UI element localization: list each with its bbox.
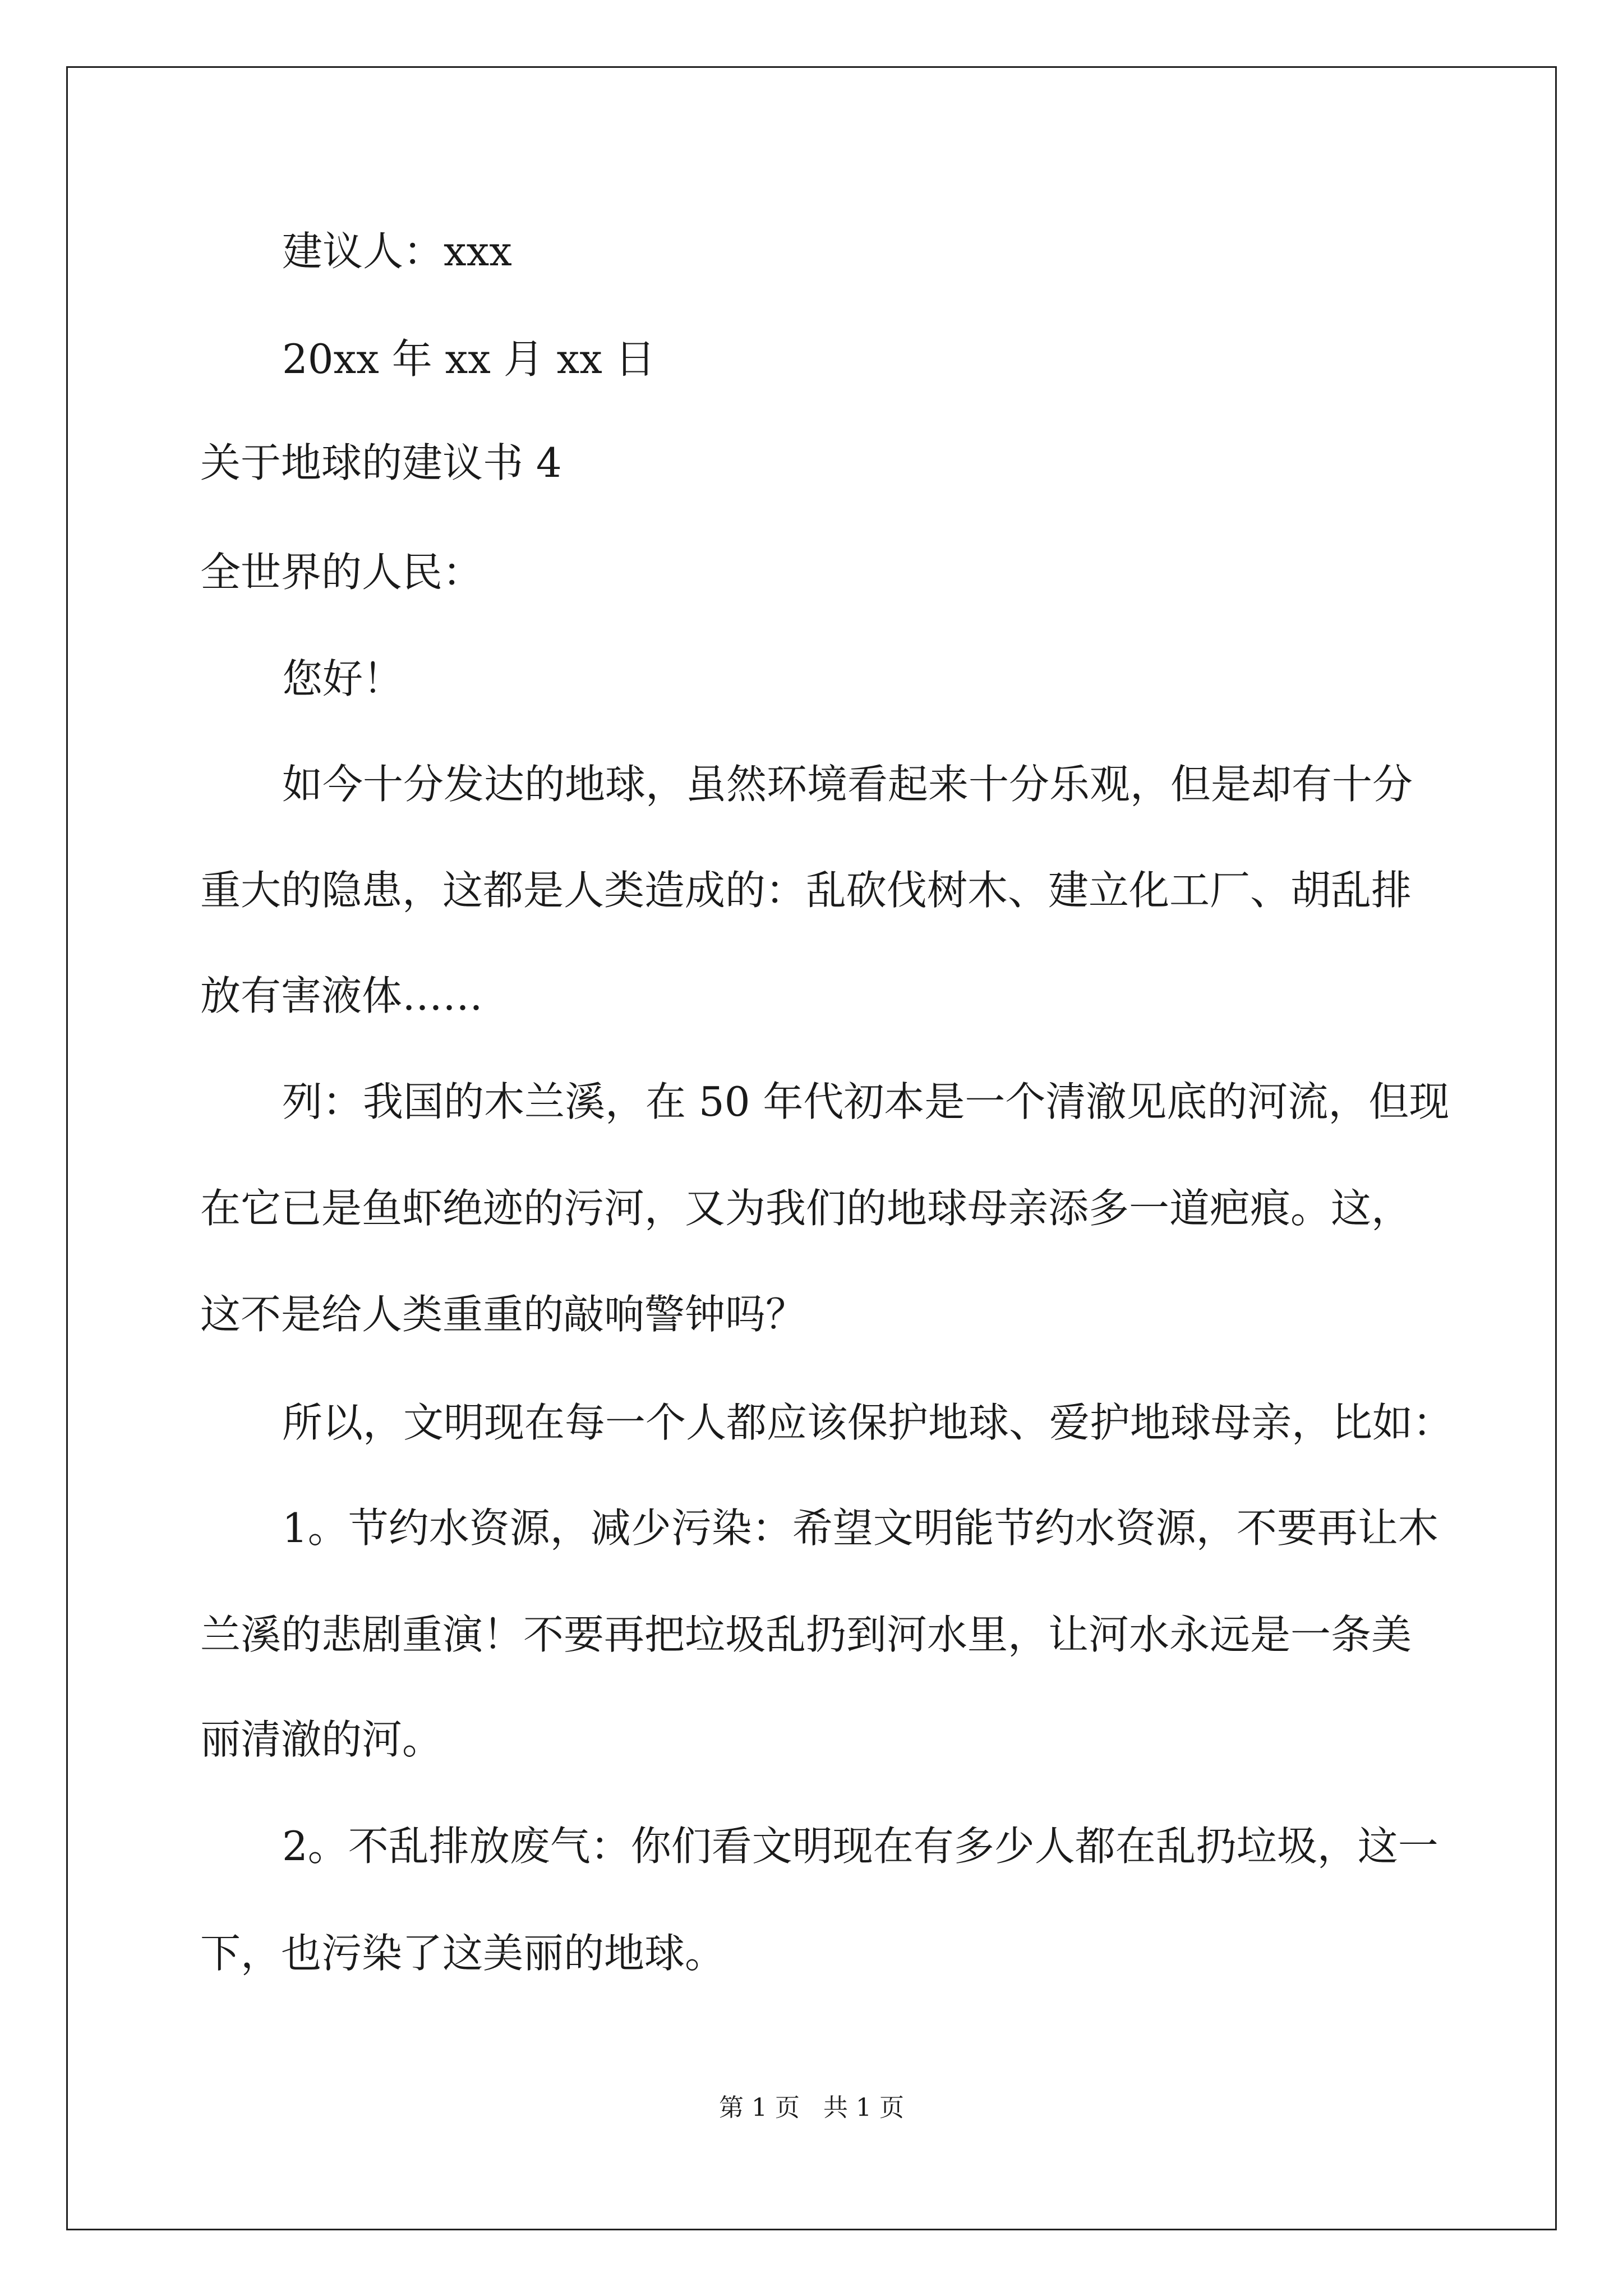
paragraph-line: 放有害液体…… [200, 972, 483, 1019]
paragraph-line: 这不是给人类重重的敲响警钟吗？ [200, 1291, 806, 1338]
salutation: 全世界的人民： [200, 549, 483, 596]
paragraph-line: 列：我国的木兰溪，在 50 年代初本是一个清澈见底的河流，但现 [282, 1078, 1450, 1125]
list-item-line: 下，也污染了这美丽的地球。 [200, 1930, 726, 1977]
paragraph-line: 在它已是鱼虾绝迹的污河，又为我们的地球母亲添多一道疤痕。这， [200, 1185, 1412, 1232]
paragraph-line: 如今十分发达的地球，虽然环境看起来十分乐观，但是却有十分 [282, 761, 1413, 808]
paragraph-line: 重大的隐患，这都是人类造成的：乱砍伐树木、建立化工厂、胡乱排 [200, 867, 1412, 914]
greeting: 您好！ [282, 655, 404, 702]
date-line: 20xx 年 xx 月 xx 日 [282, 335, 656, 383]
list-item-line: 丽清澈的河。 [200, 1716, 443, 1763]
page-number-footer: 第 1 页 共 1 页 [719, 2093, 904, 2122]
paragraph-line: 所以，文明现在每一个人都应该保护地球、爱护地球母亲，比如： [282, 1399, 1454, 1446]
list-item-line: 兰溪的悲剧重演！不要再把垃圾乱扔到河水里，让河水永远是一条美 [200, 1611, 1412, 1658]
page-border [66, 66, 1557, 2230]
list-item-line: 1。节约水资源，减少污染：希望文明能节约水资源，不要再让木 [282, 1504, 1438, 1552]
list-item-line: 2。不乱排放废气：你们看文明现在有多少人都在乱扔垃圾，这一 [282, 1823, 1438, 1870]
signer-line: 建议人：xxx [282, 228, 512, 275]
section-title: 关于地球的建议书 4 [200, 439, 562, 486]
